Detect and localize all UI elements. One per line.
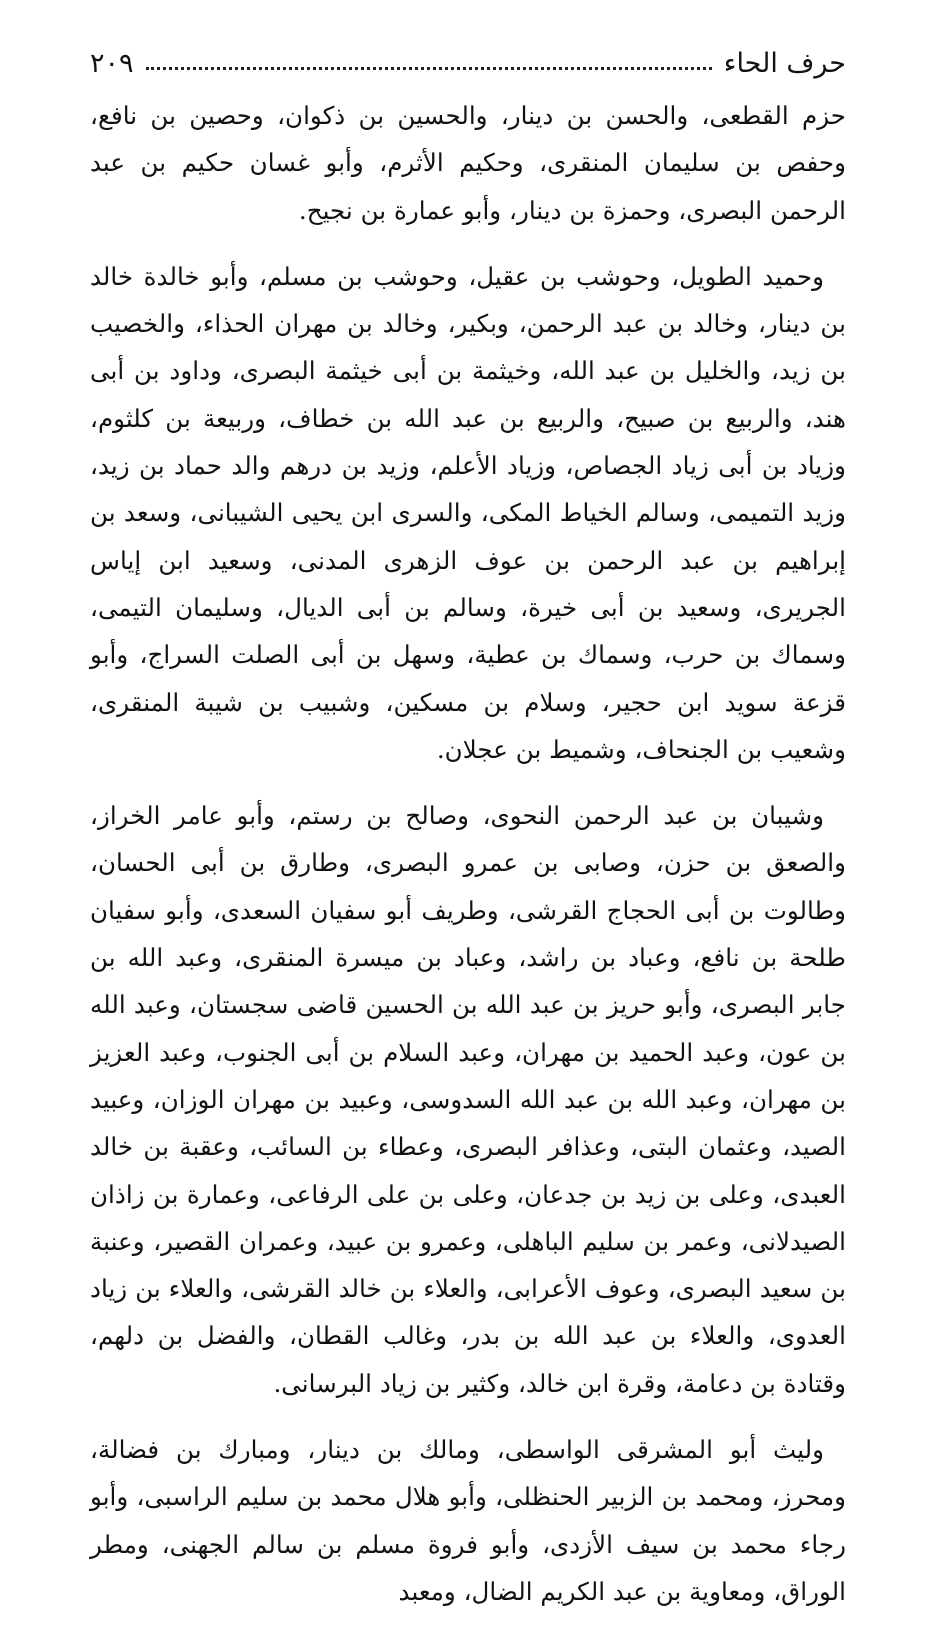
paragraph: وشيبان بن عبد الرحمن النحوى، وصالح بن رستم، وأبو عامر الخراز، والصعق بن حزن، وصابى بن عمرو البصرى، وطارق بن أبى الحسان، وطالوت بن أبى الحجاج القرشى، وطريف أبو سفيان السعدى، وأبو سفيان طلحة بن نافع، وعباد بن راشد، وعباد بن ميسرة المنقرى، وعبد الله بن جابر البصرى، وأبو حريز بن عبد الله بن الحسين قاضى سجستان، وعبد الله بن عون، وعبد الحميد بن مهران، وعبد السلام بن أبى الجنوب، وعبد العزيز بن مهران، وعبد الله بن عبد الله السدوسى، وعبيد بن مهران الوزان، وعبيد الصيد، وعثمان البتى، وعذافر البصرى، وعطاء بن السائب، وعقبة بن خالد العبدى، وعلى بن زيد بن جدعان، وعلى بن على الرفاعى، وعمارة بن زاذان الصيدلانى، وعمر بن سليم الباهلى، وعمرو بن عبيد، وعمران القصير، وعنبة بن سعيد البصرى، وعوف الأعرابى، والعلاء بن خالد القرشى، والعلاء بن زياد العدوى، والعلاء بن عبد الله بن بدر، وغالب القطان، والفضل بن دلهم، وقتادة بن دعامة، وقرة ابن خالد، وكثير بن زياد البرسانى. — [90, 801, 846, 1398]
body-text — [90, 92, 846, 1615]
paragraph: وحميد الطويل، وحوشب بن عقيل، وحوشب بن مسلم، وأبو خالدة خالد بن دينار، وخالد بن عبد الرحمن، وبكير، وخالد بن مهران الحذاء، والخصيب بن زيد، والخليل بن عبد الله، وخيثمة بن أبى خيثمة البصرى، وداود بن أبى هند، والربيع بن صبيح، والربيع بن عبد الله بن خطاف، وربيعة بن كلثوم، وزياد بن أبى زياد الجصاص، وزياد الأعلم، وزيد بن درهم والد حماد بن زيد، وزيد التميمى، وسالم الخياط المكى، والسرى ابن يحيى الشيبانى، وسعد بن إبراهيم بن عبد الرحمن بن عوف الزهرى المدنى، وسعيد ابن إياس الجريرى، وسعيد بن أبى خيرة، وسالم بن أبى الديال، وسليمان التيمى، وسماك بن حرب، وسماك بن عطية، وسهل بن أبى الصلت السراج، وأبو قزعة سويد ابن حجير، وسلام بن مسكين، وشبيب بن شيبة المنقرى، وشعيب بن الجنحاف، وشميط بن عجلان. — [90, 261, 846, 764]
document-page — [90, 40, 846, 1634]
page-number: ٢٠٩ — [90, 47, 134, 79]
leader-dots — [146, 67, 712, 70]
page-header — [90, 40, 846, 86]
paragraph: وليث أبو المشرقى الواسطى، ومالك بن دينار، ومبارك بن فضالة، ومحرز، ومحمد بن الزبير الحنظلى، وأبو هلال محمد بن سليم الراسبى، وأبو رجاء محمد بن سيف الأزدى، وأبو فروة مسلم بن سالم الجهنى، ومطر الوراق، ومعاوية بن عبد الكريم الضال، ومعبد — [90, 1435, 846, 1606]
running-title: حرف الحاء — [723, 47, 846, 79]
paragraph-continuation: حزم القطعى، والحسن بن دينار، والحسين بن ذكوان، وحصين بن نافع، وحفص بن سليمان المنقرى، وحكيم الأثرم، وأبو غسان حكيم بن عبد الرحمن البصرى، وحمزة بن دينار، وأبو عمارة بن نجيح. — [90, 101, 846, 225]
